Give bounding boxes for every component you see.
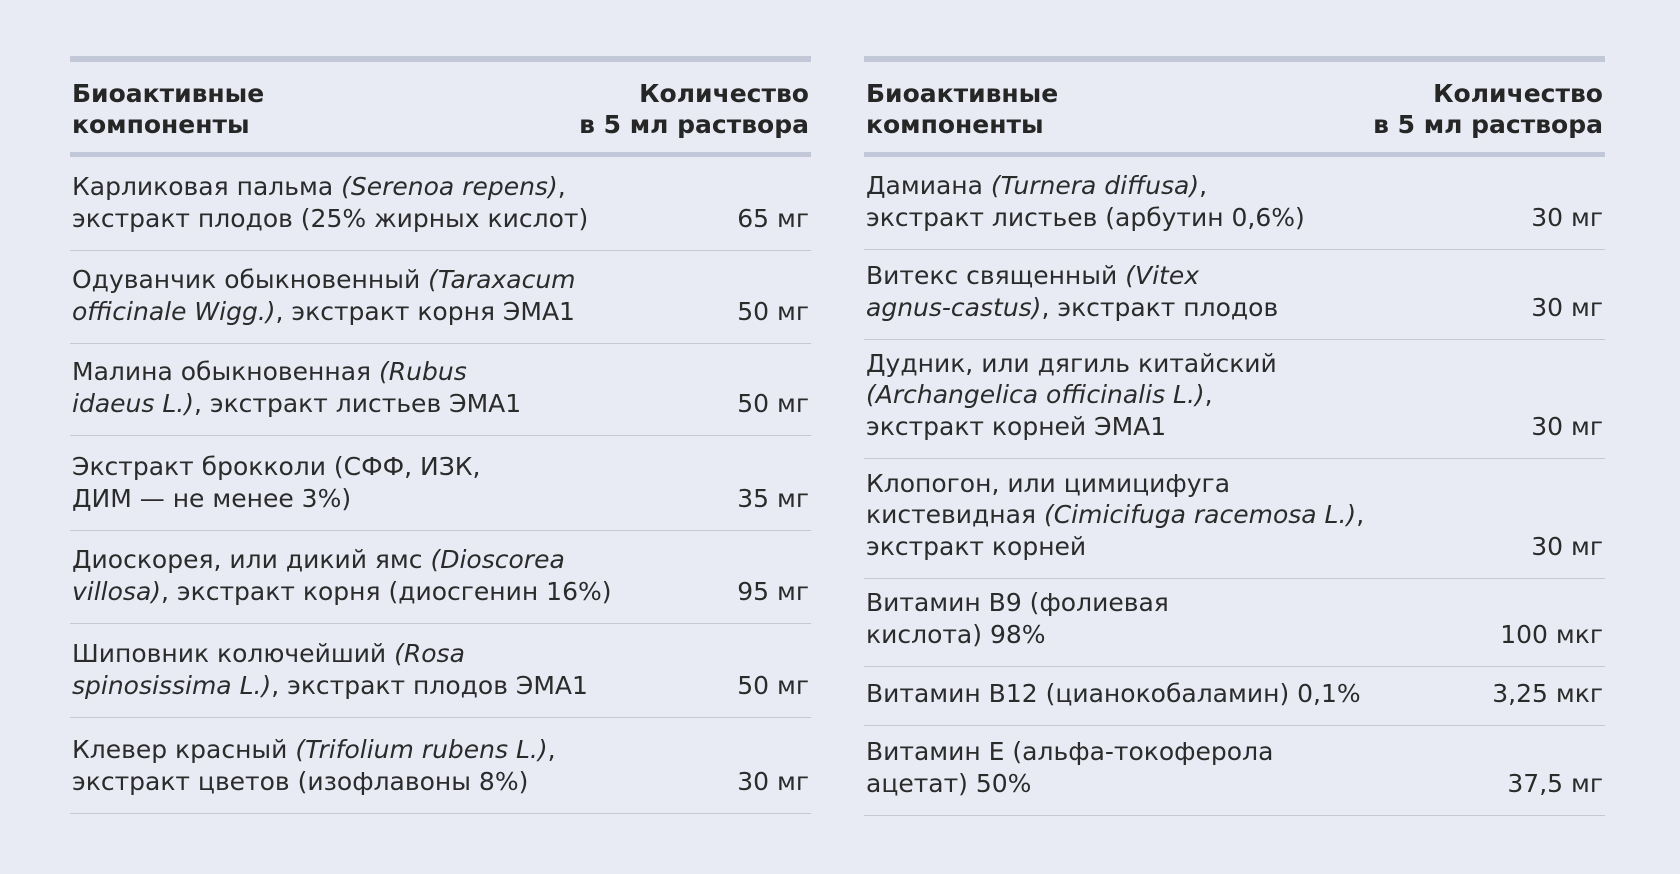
component-text: экстракт листьев (арбутин 0,6%) [866, 202, 1305, 232]
latin-name-text: (Trifolium rubens L.) [295, 735, 548, 764]
table-body [864, 157, 1605, 816]
latin-name-text: (Vitex [1125, 261, 1199, 290]
header-quantity [579, 78, 809, 140]
component-name [72, 734, 556, 813]
table-row [864, 459, 1605, 579]
component-text: , [557, 172, 566, 201]
latin-name-text: idaeus L.) [72, 388, 194, 418]
component-text: Одуванчик обыкновенный [72, 265, 429, 294]
component-text: , экстракт корня ЭМА1 [275, 296, 575, 326]
latin-name-text: (Archangelica officinalis L.) [866, 380, 1205, 409]
component-quantity: 50 мг [737, 296, 809, 326]
table-body [70, 157, 811, 814]
table-row [864, 726, 1605, 816]
component-text: ДИМ — не менее 3%) [72, 483, 352, 513]
table-row [864, 667, 1605, 726]
latin-name-text: (Turnera diffusa) [990, 171, 1200, 200]
component-quantity: 30 мг [1531, 292, 1603, 322]
latin-name-text: (Serenoa repens) [341, 172, 558, 201]
latin-name-text: (Rosa [394, 639, 465, 668]
component-name [866, 260, 1278, 339]
table-row [864, 157, 1605, 250]
component-quantity: 30 мг [737, 766, 809, 796]
component-text: Экстракт брокколи (СФФ, ИЗК, [72, 452, 481, 481]
component-text: Дудник, или дягиль китайский [866, 348, 1277, 378]
component-text: , экстракт плодов ЭМА1 [271, 670, 588, 700]
latin-name-text: officinale Wigg.) [72, 296, 276, 326]
component-text: экстракт цветов (изофлавоны 8%) [72, 766, 529, 796]
component-text: экстракт плодов (25% жирных кислот) [72, 203, 589, 233]
table-row [70, 344, 811, 436]
component-name [866, 587, 1169, 666]
header-quantity [1373, 78, 1603, 140]
ingredients-table-right [864, 56, 1605, 816]
component-name [72, 544, 612, 623]
component-text: Клопогон, или цимицифуга [866, 468, 1231, 498]
component-quantity: 95 мг [737, 576, 809, 606]
header-quantity-line1: Количество [639, 79, 809, 108]
component-name [72, 451, 480, 530]
component-text: Витамин В9 (фолиевая [866, 588, 1169, 617]
latin-name-text: villosa) [72, 576, 162, 606]
latin-name-text: agnus-castus) [866, 292, 1042, 322]
header-components-line1: Биоактивные [72, 79, 265, 108]
component-quantity: 30 мг [1531, 411, 1603, 441]
component-text: , экстракт плодов [1041, 292, 1279, 322]
component-text: Витамин В12 (цианокобаламин) 0,1% [866, 678, 1361, 708]
table-row [70, 436, 811, 531]
component-text: , [1199, 171, 1208, 200]
latin-name-text: spinosissima L.) [72, 670, 272, 700]
component-text: Карликовая пальма [72, 172, 342, 201]
component-text: кислота) 98% [866, 619, 1046, 649]
table-header [864, 62, 1605, 152]
component-quantity: 3,25 мкг [1492, 678, 1603, 708]
header-components-line1: Биоактивные [866, 79, 1059, 108]
component-text: , [1356, 500, 1365, 529]
table-row [70, 157, 811, 251]
component-text: , экстракт листьев ЭМА1 [193, 388, 522, 418]
component-text: Витамин Е (альфа-токоферола [866, 737, 1274, 766]
header-components [866, 78, 1058, 140]
component-name [72, 264, 576, 343]
component-quantity: 30 мг [1531, 531, 1603, 561]
component-text: Клевер красный [72, 735, 296, 764]
ingredients-table-left [70, 56, 811, 814]
component-quantity: 65 мг [737, 203, 809, 233]
component-name [72, 356, 521, 435]
component-quantity: 30 мг [1531, 202, 1603, 232]
component-name [866, 170, 1305, 249]
header-components-line2: компоненты [72, 110, 250, 139]
component-text: Малина обыкновенная [72, 357, 380, 386]
component-quantity: 35 мг [737, 483, 809, 513]
component-text: , экстракт корня (диосгенин 16%) [161, 576, 612, 606]
table-row [70, 718, 811, 814]
component-name [866, 736, 1273, 815]
component-name [72, 171, 588, 250]
component-text: Витекс священный [866, 261, 1126, 290]
header-components [72, 78, 264, 140]
table-row [70, 531, 811, 624]
component-text: , [547, 735, 556, 764]
table-row [864, 579, 1605, 667]
component-quantity: 37,5 мг [1507, 768, 1603, 798]
component-name [866, 678, 1361, 726]
latin-name-text: (Dioscorea [430, 545, 565, 574]
header-quantity-line1: Количество [1433, 79, 1603, 108]
component-text: кистевидная [866, 500, 1044, 529]
component-text: ацетат) 50% [866, 768, 1032, 798]
component-quantity: 50 мг [737, 670, 809, 700]
component-text: Шиповник колючейший [72, 639, 395, 668]
component-name [72, 638, 588, 717]
table-row [864, 340, 1605, 459]
table-row [864, 250, 1605, 340]
latin-name-text: (Cimicifuga racemosa L.) [1043, 500, 1357, 529]
component-name [866, 468, 1364, 579]
component-name [866, 348, 1277, 459]
component-text: , [1204, 380, 1213, 409]
component-text: Дамиана [866, 171, 991, 200]
latin-name-text: (Taraxacum [428, 265, 576, 294]
table-row [70, 251, 811, 344]
header-quantity-line2: в 5 мл раствора [579, 110, 809, 139]
component-text: экстракт корней ЭМА1 [866, 411, 1167, 441]
header-components-line2: компоненты [866, 110, 1044, 139]
component-text: экстракт корней [866, 531, 1087, 561]
component-text: Диоскорея, или дикий ямс [72, 545, 431, 574]
component-quantity: 50 мг [737, 388, 809, 418]
table-row [70, 624, 811, 718]
table-header [70, 62, 811, 152]
component-quantity: 100 мкг [1500, 619, 1603, 649]
header-quantity-line2: в 5 мл раствора [1373, 110, 1603, 139]
latin-name-text: (Rubus [379, 357, 467, 386]
